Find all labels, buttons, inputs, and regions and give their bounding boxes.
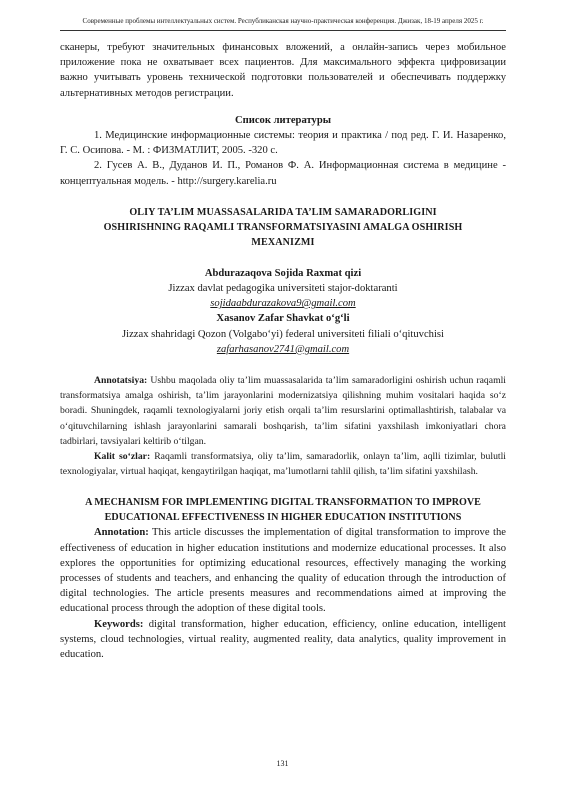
- annotation-en: [60, 525, 506, 616]
- running-header: Современные проблемы интеллектуальных систем. Республиканская научно-практическая конференция. Джизак, 18-19 апреля 2025 г.: [82, 17, 484, 25]
- author-email-1[interactable]: sojidaabdurazakova9@gmail.com: [210, 298, 356, 310]
- reference-item-1: 1. Медицинские информационные системы: теория и практика / под ред. Г. И. Назаренко, Г. С. Осипова. - М. : ФИЗМАТЛИТ, 2005. -320 с.: [60, 130, 506, 157]
- references-heading: Список литературы: [234, 114, 331, 126]
- annotation-en-text: This article discusses the implementation of digital transformation to improve the effectiveness of education in higher education institutions and modernize educational processes. It also explores the opportunities for optimizing educational resources, effectively managing the working processes of students and teachers, and enhancing the quality of education through the introduction of digital technologies. The article presents measures and recommendations aimed at improving the educational process through the adoption of these digital tools.: [60, 527, 506, 615]
- annotation-uz-label: Annotatsiya:: [94, 375, 148, 387]
- page-number: 131: [276, 759, 289, 768]
- article-title-en: A MECHANISM FOR IMPLEMENTING DIGITAL TRANSFORMATION TO IMPROVE EDUCATIONAL EFFECTIVENESS IN HIGHER EDUCATION INSTITUTIONS: [85, 497, 481, 524]
- author-name-2: Xasanov Zafar Shavkat o‘g‘li: [216, 313, 350, 325]
- keywords-uz-text: Raqamli transformatsiya, oliy ta’lim, samaradorlik, onlayn ta’lim, aqlli tizimlar, bulutli texnologiyalar, virtual haqiqat, kengaytirilgan haqiqat, ma’lumotlarni tahlil qilish, ta’lim sifatini yaxshilash.: [60, 451, 506, 478]
- author-name-1: Abdurazaqova Sojida Raxmat qizi: [204, 267, 362, 279]
- annotation-uz-text: Ushbu maqolada oliy ta’lim muassasalarida ta’lim samaradorligini oshirish uchun raqamli transformatsiya amalga oshirish, ta’lim jarayonlarini modernizatsiya qilishning muhim vositalari haqida so‘z boradi. Shuningdek, raqamli texnologiyalarni joriy etish orqali ta’lim resurslarini optimallashtirish, talabalar va o‘qituvchilarning ishlash jarayonlarini samarali boshqarish, ta’lim sifatini yaxshilash imkoniyatlari chora tadbirlari, tavsiyalari keltirib o‘tilgan.: [60, 375, 506, 447]
- keywords-en-label: Keywords:: [94, 618, 144, 630]
- keywords-uz-label: Kalit so‘zlar:: [94, 451, 151, 463]
- page-body: [60, 40, 506, 662]
- author-affiliation-1: Jizzax davlat pedagogika universiteti stajor-doktaranti: [168, 283, 398, 295]
- annotation-en-label: Annotation:: [94, 527, 149, 539]
- header-divider: [60, 30, 506, 31]
- annotation-uz: [60, 373, 506, 449]
- article-title-uz: OLIY TA’LIM MUASSASALARIDA TA’LIM SAMARADORLIGINI OSHIRISHNING RAQAMLI TRANSFORMATSIYASINI AMALGA OSHIRISH MEXANIZMI: [103, 206, 463, 248]
- keywords-en-text: digital transformation, higher education, efficiency, online education, intelligent systems, cloud technologies, virtual reality, augmented reality, data analytics, quality improvement in education.: [60, 618, 506, 661]
- author-email-2[interactable]: zafarhasanov2741@gmail.com: [216, 343, 350, 355]
- author-affiliation-2: Jizzax shahridagi Qozon (Volgabo‘yi) federal universiteti filiali o‘qituvchisi: [122, 328, 444, 340]
- keywords-uz: [60, 449, 506, 479]
- keywords-en: [60, 617, 506, 663]
- continuation-paragraph: сканеры, требуют значительных финансовых вложений, а онлайн-запись через мобильное приложение пока не охватывает всех пациентов. Для максимального эффекта цифровизации важно учитывать уровень технической подготовки пользователей и обеспечивать поддержку альтернативных методов регистрации.: [60, 42, 506, 99]
- reference-item-2: 2. Гусев А. В., Дуданов И. П., Романов Ф. А. Информационная система в медицине - концептуальная модель. - http://surgery.karelia.ru: [60, 160, 506, 187]
